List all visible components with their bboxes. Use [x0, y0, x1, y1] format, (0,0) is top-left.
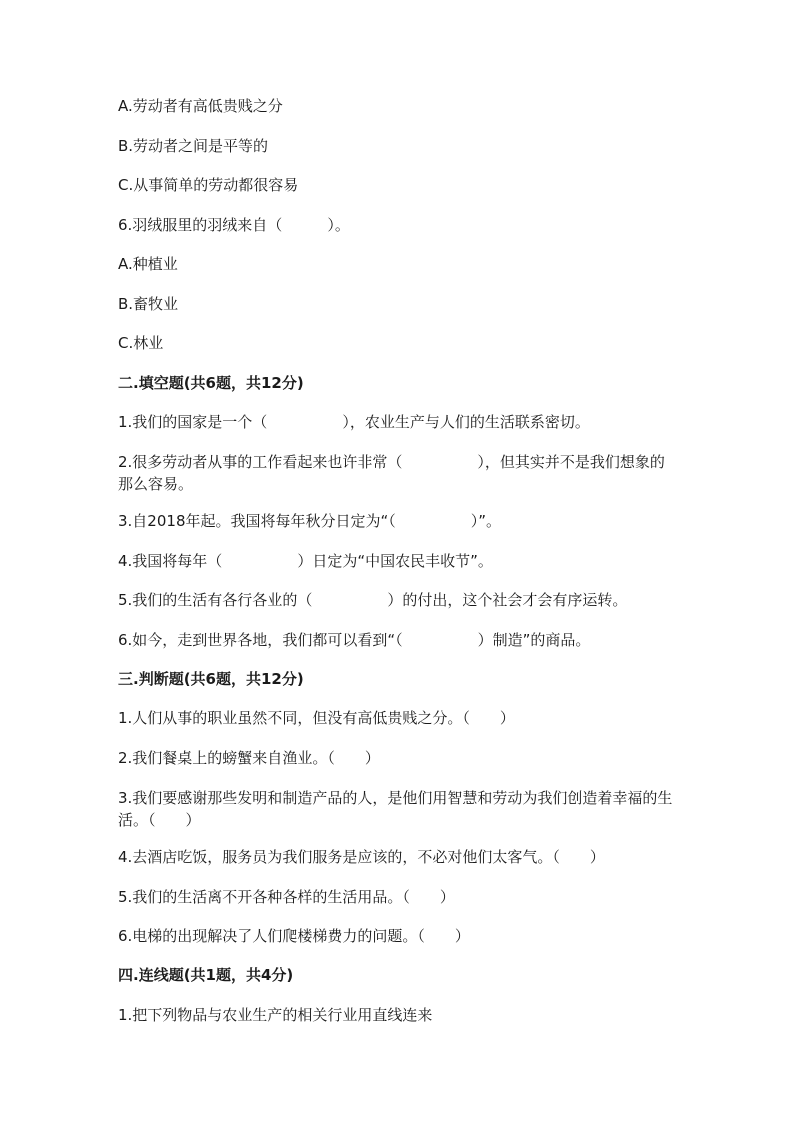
question-6: 6.羽绒服里的羽绒来自（ ）。: [118, 216, 350, 234]
question-6: 6.如今，走到世界各地，我们都可以看到“（ ）制造”的商品。: [118, 631, 591, 649]
option-a: A.劳动者有高低贵贱之分: [118, 97, 283, 115]
option-a: A.种植业: [118, 255, 178, 273]
question-3: 3.我们要感谢那些发明和制造产品的人，是他们用智慧和劳动为我们创造着幸福的生活。（ ）: [118, 789, 673, 829]
option-b: B.畜牧业: [118, 295, 179, 313]
question-3: 3.自2018年起。我国将每年秋分日定为“（ ）”。: [118, 512, 502, 530]
option-b: B.劳动者之间是平等的: [118, 137, 269, 155]
option-c: C.林业: [118, 334, 164, 352]
section-heading-true-false: 三.判断题(共6题，共12分): [118, 670, 304, 688]
question-4: 4.去酒店吃饭，服务员为我们服务是应该的，不必对他们太客气。（ ）: [118, 848, 605, 866]
question-1: 1.把下列物品与农业生产的相关行业用直线连来: [118, 1006, 433, 1024]
question-2: 2.我们餐桌上的螃蟹来自渔业。（ ）: [118, 749, 380, 767]
section-heading-matching: 四.连线题(共1题，共4分): [118, 966, 294, 984]
question-2: 2.很多劳动者从事的工作看起来也许非常（ ），但其实并不是我们想象的那么容易。: [118, 453, 665, 493]
option-c: C.从事简单的劳动都很容易: [118, 176, 299, 194]
question-1: 1.人们从事的职业虽然不同，但没有高低贵贱之分。（ ）: [118, 709, 515, 727]
question-5: 5.我们的生活离不开各种各样的生活用品。（ ）: [118, 888, 455, 906]
section-heading-fill-blank: 二.填空题(共6题，共12分): [118, 374, 304, 392]
question-1: 1.我们的国家是一个（ ），农业生产与人们的生活联系密切。: [118, 413, 590, 431]
question-6: 6.电梯的出现解决了人们爬楼梯费力的问题。（ ）: [118, 927, 470, 945]
question-4: 4.我国将每年（ ）日定为“中国农民丰收节”。: [118, 552, 493, 570]
question-5: 5.我们的生活有各行各业的（ ）的付出，这个社会才会有序运转。: [118, 591, 628, 609]
